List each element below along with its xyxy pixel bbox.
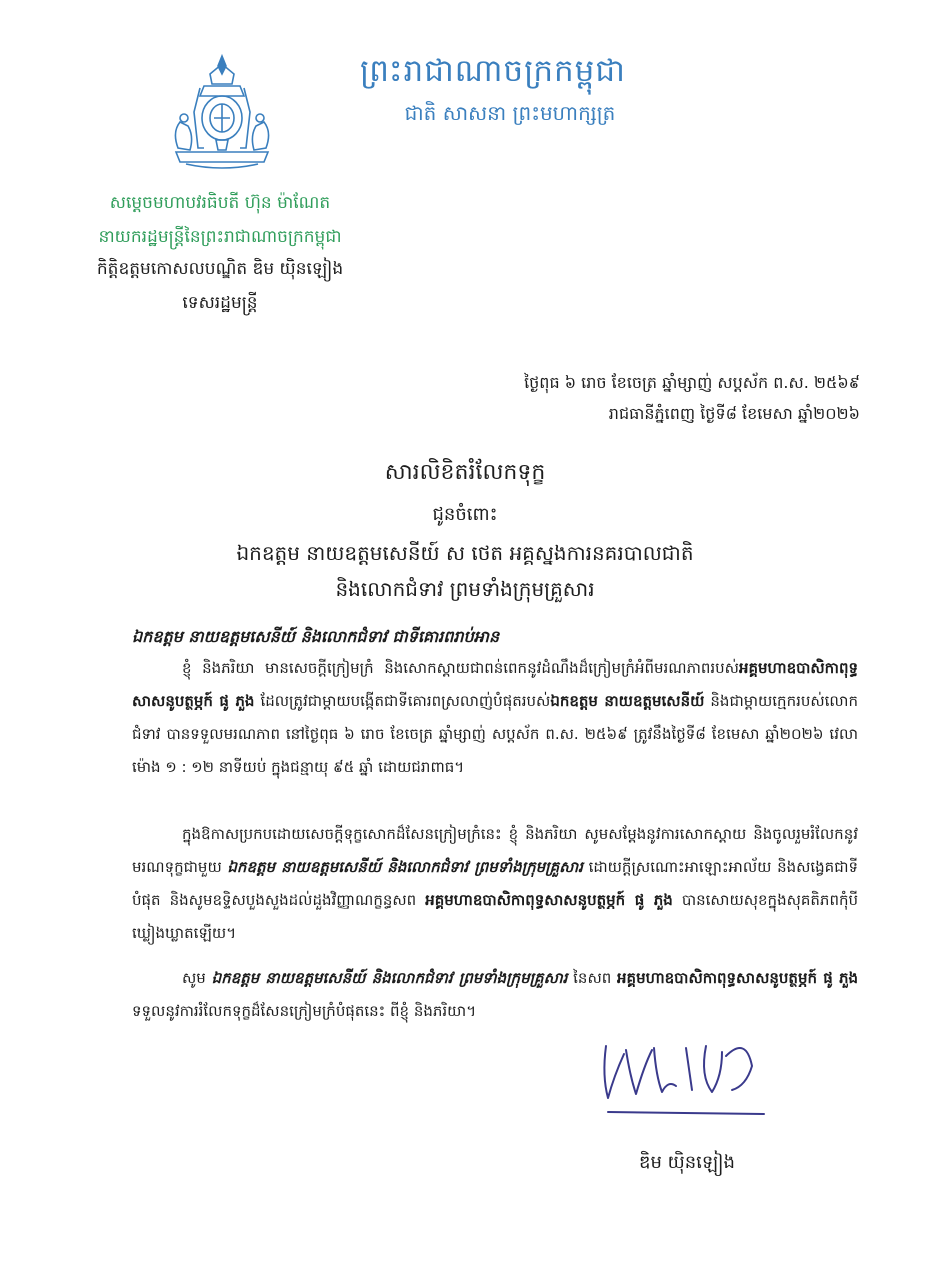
p1-deceased-name: អគ្គមហាឧបាសិកាពុទ្ធសាសនូបត្ថម្ភក៍ ផូ ភួង — [132, 659, 858, 710]
handwritten-signature — [596, 1036, 772, 1122]
signer-name: ឌិម យ៉ិនឡៀង — [639, 1152, 735, 1173]
letter-title: សារលិខិតរំលែកទុក្ខ — [384, 460, 546, 485]
sender-name: កិត្តិឧត្តមកោសលបណ្ឌិត ឌិម យ៉ិនឡៀង — [96, 259, 344, 279]
p1-text-a: ខ្ញុំ និងភរិយា មានសេចក្តីក្រៀមក្រំ និងសោកស្តាយជាពន់ពេកនូវដំណឹងដ៏ក្រៀមក្រំអំពីមរណភាពរបស់ — [182, 659, 739, 677]
p2-text-a: ក្នុងឱកាសប្រកបដោយសេចក្តីទុក្ខសោកដ៏សែនក្រៀមក្រំនេះ ខ្ញុំ និងភរិយា សូមសម្តែងនូវការសោកស្តាយ និងចូលរួមរំលែកនូវមរណទុក្ខជាមួយ — [132, 825, 858, 876]
kingdom-motto: ជាតិ សាសនា ព្រះមហាក្សត្រ — [404, 101, 616, 125]
sender-role: នាយករដ្ឋមន្ត្រីនៃព្រះរាជាណាចក្រកម្ពុជា — [98, 227, 342, 247]
kingdom-title: ព្រះរាជាណាចក្រកម្ពុជា — [360, 53, 626, 89]
p2-recipient-name: ឯកឧត្តម នាយឧត្តមសេនីយ៍ និងលោកជំទាវ ព្រមទាំងក្រុមគ្រួសារ — [227, 858, 583, 876]
paragraph-3 — [132, 962, 858, 1028]
p2-text-e: បានសោយសុខក្នុងសុគតិភពកុំបីឃ្លៀងឃ្លាតឡើយ។ — [132, 891, 859, 942]
recipient-line-2: និងលោកជំទាវ ព្រមទាំងក្រុមគ្រួសារ — [335, 577, 595, 601]
p3-text-a: សូម — [182, 969, 212, 987]
p3-text-e: ទទួលនូវការរំលែកទុក្ខដ៏សែនក្រៀមក្រំបំផុតនេះ ពីខ្ញុំ និងភរិយា។ — [132, 1002, 477, 1020]
sender-title: សម្តេចមហាបវរធិបតី ហ៊ុន ម៉ាណែត — [109, 193, 331, 213]
royal-coat-of-arms-emblem — [160, 52, 284, 172]
p1-recipient-name: ឯកឧត្តម នាយឧត្តមសេនីយ៍ — [550, 692, 705, 710]
date-lunar: ថ្ងៃពុធ ៦ រោច ខែចេត្រ ឆ្នាំម្សាញ់ សប្តស័ក ព.ស. ២៥៦៩ — [524, 373, 860, 392]
paragraph-1 — [132, 652, 858, 784]
recipient-line-1: ឯកឧត្តម នាយឧត្តមសេនីយ៍ ស ថេត អគ្គស្នងការនគរបាលជាតិ — [236, 541, 694, 565]
p2-text-c: ដោយក្តីស្រណោះអាឡោះអាល័យ និងសង្វេគជាទីបំផុត និងសូមឧទ្ទិសបួងសួងដល់ដួងវិញ្ញាណក្ខន្ធសព — [132, 858, 859, 909]
paragraph-2 — [132, 818, 858, 950]
p2-deceased-name: អគ្គមហាឧបាសិកាពុទ្ធសាសនូបត្ថម្ភក៍ ផូ ភួង — [425, 891, 673, 909]
salutation: ឯកឧត្តម នាយឧត្តមសេនីយ៍ និងលោកជំទាវ ជាទីគោរពរាប់អាន — [132, 627, 500, 646]
p3-deceased-name: អគ្គមហាឧបាសិកាពុទ្ធសាសនូបត្ថម្ភក៍ ផូ ភួង — [617, 969, 858, 987]
p1-text-c: ដែលត្រូវជាម្តាយបង្កើតជាទីគោរពស្រលាញ់បំផុតរបស់ — [254, 692, 551, 710]
p1-text-e: និងជាម្តាយក្មេករបស់លោកជំទាវ បានទទួលមរណភាព នៅថ្ងៃពុធ ៦ រោច ខែចេត្រ ឆ្នាំម្សាញ់ សប្តស័ក ព.ស. ២៥៦៩ ត្រូវនឹងថ្ងៃទី៨ ខែមេសា ឆ្នាំ២០២៦ វេលាម៉ោង ១ : ១២ នាទីយប់ ក្នុងជន្មាយុ ៩៥ ឆ្នាំ ដោយជរាពាធ។ — [132, 692, 858, 776]
sender-office: ទេសរដ្ឋមន្ត្រី — [182, 293, 258, 313]
date-solar: រាជធានីភ្នំពេញ ថ្ងៃទី៨ ខែមេសា ឆ្នាំ២០២៦ — [608, 404, 860, 423]
p3-text-c: នៃសព — [567, 969, 618, 987]
p3-recipient-name: ឯកឧត្តម នាយឧត្តមសេនីយ៍ និងលោកជំទាវ ព្រមទាំងក្រុមគ្រួសារ — [211, 969, 568, 987]
letter-to: ជូនចំពោះ — [432, 504, 498, 525]
